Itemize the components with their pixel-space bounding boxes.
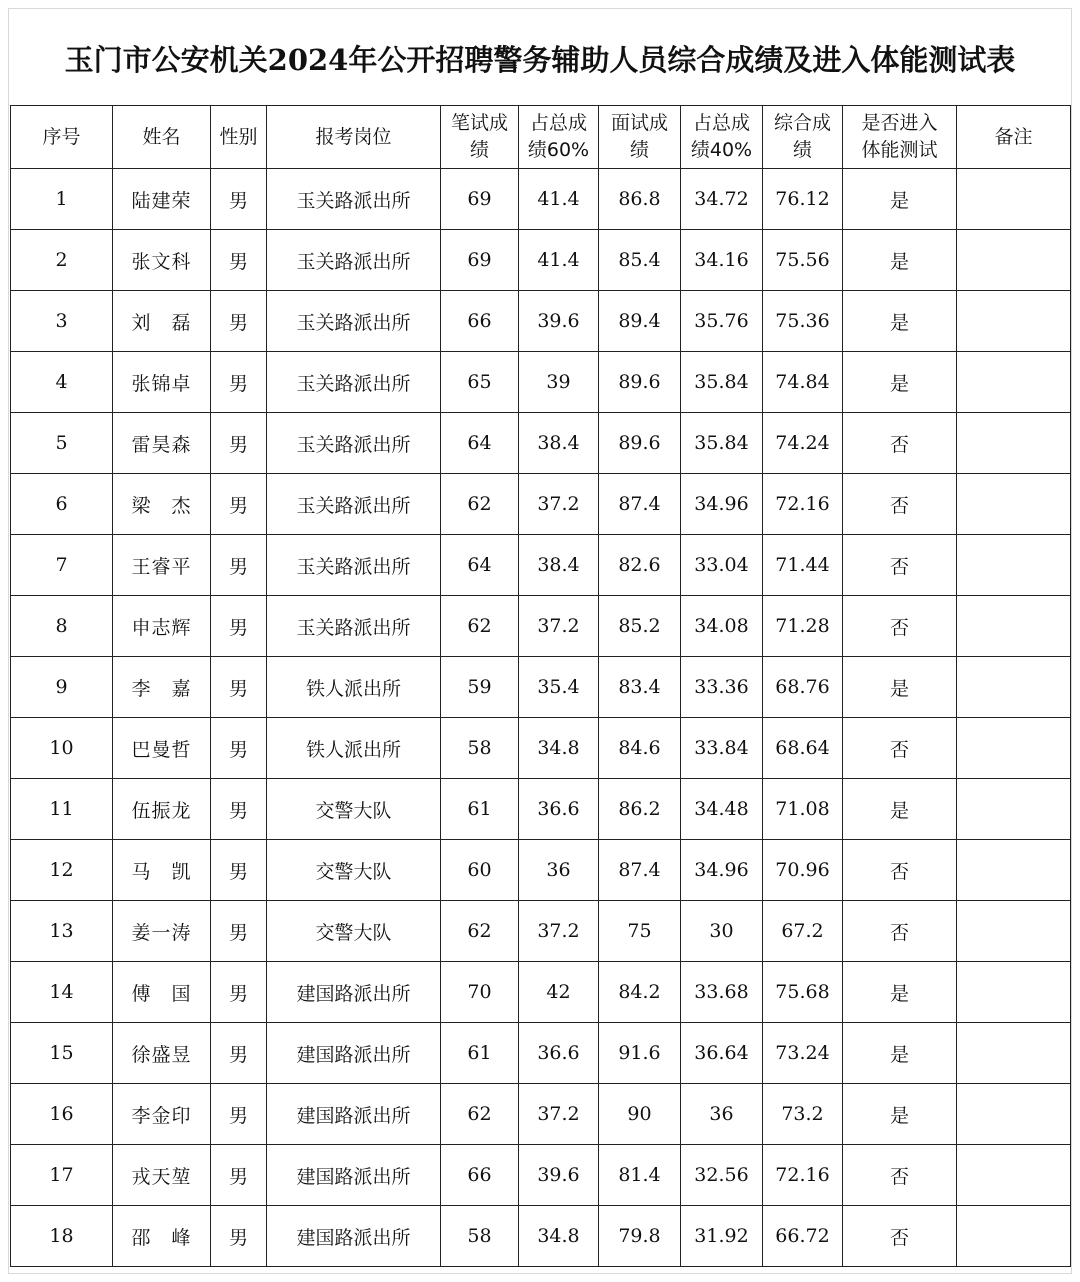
cell-written-60pct: 42 xyxy=(519,962,599,1023)
col-header-index-line1: 序号 xyxy=(42,125,81,148)
cell-gender: 男 xyxy=(211,1206,267,1267)
col-header-name xyxy=(113,106,211,169)
col-header-gender-line1: 性别 xyxy=(219,125,258,148)
cell-written-60pct: 36.6 xyxy=(519,779,599,840)
cell-interview-score: 89.4 xyxy=(599,291,681,352)
cell-gender: 男 xyxy=(211,291,267,352)
cell-written-60pct: 41.4 xyxy=(519,169,599,230)
table-row xyxy=(11,352,1071,413)
cell-position: 玉关路派出所 xyxy=(267,291,441,352)
cell-gender: 男 xyxy=(211,169,267,230)
cell-written-60pct: 35.4 xyxy=(519,657,599,718)
col-header-remarks-line1: 备注 xyxy=(994,125,1033,148)
cell-remarks xyxy=(957,169,1071,230)
cell-physical-test: 是 xyxy=(843,352,957,413)
cell-written-score: 62 xyxy=(441,474,519,535)
cell-position: 铁人派出所 xyxy=(267,657,441,718)
cell-interview-score: 87.4 xyxy=(599,474,681,535)
cell-interview-40pct: 34.96 xyxy=(681,840,763,901)
col-header-written-score-line1: 笔试成 xyxy=(450,112,508,134)
cell-position: 交警大队 xyxy=(267,779,441,840)
cell-remarks xyxy=(957,657,1071,718)
cell-physical-test: 否 xyxy=(843,474,957,535)
cell-written-score: 61 xyxy=(441,1023,519,1084)
cell-gender: 男 xyxy=(211,901,267,962)
cell-total-score: 76.12 xyxy=(763,169,843,230)
cell-interview-40pct: 34.48 xyxy=(681,779,763,840)
cell-total-score: 68.76 xyxy=(763,657,843,718)
cell-name: 姜一涛 xyxy=(113,901,211,962)
cell-gender: 男 xyxy=(211,535,267,596)
cell-physical-test: 否 xyxy=(843,718,957,779)
cell-remarks xyxy=(957,1206,1071,1267)
col-header-physical-test-line2: 体能测试 xyxy=(861,139,938,161)
col-header-remarks xyxy=(957,106,1071,169)
cell-written-score: 59 xyxy=(441,657,519,718)
cell-position: 玉关路派出所 xyxy=(267,413,441,474)
cell-written-score: 64 xyxy=(441,413,519,474)
col-header-written-60pct-line1: 占总成 xyxy=(529,112,587,134)
document-title: 玉门市公安机关2024年公开招聘警务辅助人员综合成绩及进入体能测试表 xyxy=(64,42,1016,77)
col-header-total-score-line1: 综合成 xyxy=(773,112,831,134)
cell-gender: 男 xyxy=(211,657,267,718)
col-header-total-score-line2: 绩 xyxy=(792,139,812,161)
cell-total-score: 72.16 xyxy=(763,1145,843,1206)
cell-physical-test: 否 xyxy=(843,840,957,901)
col-header-written-60pct-line2: 绩60% xyxy=(527,139,590,161)
cell-position: 建国路派出所 xyxy=(267,962,441,1023)
cell-remarks xyxy=(957,1145,1071,1206)
col-header-interview-score-line2: 绩 xyxy=(629,139,649,161)
col-header-gender xyxy=(211,106,267,169)
cell-interview-40pct: 33.04 xyxy=(681,535,763,596)
cell-interview-40pct: 33.84 xyxy=(681,718,763,779)
col-header-written-60pct xyxy=(519,106,599,169)
cell-gender: 男 xyxy=(211,779,267,840)
cell-name: 李金印 xyxy=(113,1084,211,1145)
table-row xyxy=(11,535,1071,596)
cell-written-60pct: 37.2 xyxy=(519,474,599,535)
cell-total-score: 70.96 xyxy=(763,840,843,901)
cell-gender: 男 xyxy=(211,596,267,657)
col-header-physical-test-line1: 是否进入 xyxy=(861,112,938,134)
cell-remarks xyxy=(957,291,1071,352)
table-row xyxy=(11,169,1071,230)
cell-total-score: 67.2 xyxy=(763,901,843,962)
cell-remarks xyxy=(957,1084,1071,1145)
cell-remarks xyxy=(957,352,1071,413)
col-header-total-score xyxy=(763,106,843,169)
cell-index: 16 xyxy=(11,1084,113,1145)
cell-position: 建国路派出所 xyxy=(267,1206,441,1267)
cell-gender: 男 xyxy=(211,1084,267,1145)
cell-position: 建国路派出所 xyxy=(267,1023,441,1084)
cell-position: 玉关路派出所 xyxy=(267,596,441,657)
cell-gender: 男 xyxy=(211,230,267,291)
table-row xyxy=(11,962,1071,1023)
cell-gender: 男 xyxy=(211,474,267,535)
cell-total-score: 73.24 xyxy=(763,1023,843,1084)
cell-position: 玉关路派出所 xyxy=(267,535,441,596)
col-header-interview-40pct xyxy=(681,106,763,169)
cell-total-score: 75.68 xyxy=(763,962,843,1023)
cell-interview-40pct: 36 xyxy=(681,1084,763,1145)
table-row xyxy=(11,657,1071,718)
cell-interview-40pct: 35.76 xyxy=(681,291,763,352)
cell-gender: 男 xyxy=(211,413,267,474)
cell-name: 陆建荣 xyxy=(113,169,211,230)
cell-index: 5 xyxy=(11,413,113,474)
cell-interview-40pct: 33.68 xyxy=(681,962,763,1023)
table-header-row xyxy=(11,106,1071,169)
table-row xyxy=(11,718,1071,779)
cell-physical-test: 是 xyxy=(843,291,957,352)
cell-remarks xyxy=(957,230,1071,291)
cell-written-score: 66 xyxy=(441,291,519,352)
col-header-interview-40pct-line1: 占总成 xyxy=(692,112,750,134)
cell-index: 4 xyxy=(11,352,113,413)
cell-remarks xyxy=(957,596,1071,657)
cell-physical-test: 否 xyxy=(843,901,957,962)
cell-total-score: 75.56 xyxy=(763,230,843,291)
cell-remarks xyxy=(957,718,1071,779)
cell-written-score: 61 xyxy=(441,779,519,840)
col-header-position-line1: 报考岗位 xyxy=(315,125,392,148)
cell-written-score: 69 xyxy=(441,169,519,230)
cell-position: 交警大队 xyxy=(267,901,441,962)
table-row xyxy=(11,779,1071,840)
cell-index: 9 xyxy=(11,657,113,718)
table-row xyxy=(11,1145,1071,1206)
cell-name: 伍振龙 xyxy=(113,779,211,840)
table-row xyxy=(11,291,1071,352)
cell-name: 张锦卓 xyxy=(113,352,211,413)
table-row xyxy=(11,1206,1071,1267)
cell-written-60pct: 34.8 xyxy=(519,718,599,779)
cell-written-score: 69 xyxy=(441,230,519,291)
cell-name: 徐盛昱 xyxy=(113,1023,211,1084)
cell-index: 11 xyxy=(11,779,113,840)
col-header-position xyxy=(267,106,441,169)
cell-interview-score: 86.2 xyxy=(599,779,681,840)
cell-total-score: 68.64 xyxy=(763,718,843,779)
cell-interview-score: 85.4 xyxy=(599,230,681,291)
table-row xyxy=(11,1084,1071,1145)
cell-name: 申志辉 xyxy=(113,596,211,657)
cell-physical-test: 是 xyxy=(843,962,957,1023)
table-row xyxy=(11,901,1071,962)
cell-written-score: 58 xyxy=(441,718,519,779)
cell-written-score: 62 xyxy=(441,596,519,657)
cell-interview-40pct: 34.08 xyxy=(681,596,763,657)
cell-written-60pct: 37.2 xyxy=(519,901,599,962)
table-row xyxy=(11,596,1071,657)
cell-interview-score: 90 xyxy=(599,1084,681,1145)
cell-index: 17 xyxy=(11,1145,113,1206)
cell-interview-score: 79.8 xyxy=(599,1206,681,1267)
cell-written-60pct: 37.2 xyxy=(519,596,599,657)
cell-written-score: 62 xyxy=(441,1084,519,1145)
cell-interview-40pct: 34.96 xyxy=(681,474,763,535)
cell-physical-test: 否 xyxy=(843,413,957,474)
cell-physical-test: 否 xyxy=(843,1145,957,1206)
cell-written-score: 65 xyxy=(441,352,519,413)
table-row xyxy=(11,230,1071,291)
cell-gender: 男 xyxy=(211,1145,267,1206)
cell-interview-score: 91.6 xyxy=(599,1023,681,1084)
cell-interview-score: 87.4 xyxy=(599,840,681,901)
cell-remarks xyxy=(957,1023,1071,1084)
table-row xyxy=(11,413,1071,474)
cell-name: 巴曼哲 xyxy=(113,718,211,779)
cell-interview-40pct: 32.56 xyxy=(681,1145,763,1206)
cell-total-score: 74.84 xyxy=(763,352,843,413)
cell-physical-test: 是 xyxy=(843,230,957,291)
cell-physical-test: 否 xyxy=(843,535,957,596)
col-header-name-line1: 姓名 xyxy=(142,125,181,148)
table-row xyxy=(11,474,1071,535)
cell-written-60pct: 36 xyxy=(519,840,599,901)
cell-remarks xyxy=(957,779,1071,840)
cell-index: 6 xyxy=(11,474,113,535)
cell-total-score: 72.16 xyxy=(763,474,843,535)
cell-interview-40pct: 35.84 xyxy=(681,352,763,413)
cell-index: 3 xyxy=(11,291,113,352)
cell-gender: 男 xyxy=(211,962,267,1023)
cell-index: 14 xyxy=(11,962,113,1023)
cell-interview-score: 85.2 xyxy=(599,596,681,657)
cell-interview-score: 89.6 xyxy=(599,352,681,413)
cell-written-60pct: 38.4 xyxy=(519,413,599,474)
score-table xyxy=(10,105,1071,1267)
cell-interview-score: 75 xyxy=(599,901,681,962)
cell-interview-score: 82.6 xyxy=(599,535,681,596)
cell-interview-score: 89.6 xyxy=(599,413,681,474)
cell-remarks xyxy=(957,840,1071,901)
cell-index: 1 xyxy=(11,169,113,230)
cell-interview-40pct: 30 xyxy=(681,901,763,962)
cell-remarks xyxy=(957,901,1071,962)
col-header-written-score xyxy=(441,106,519,169)
cell-physical-test: 是 xyxy=(843,657,957,718)
cell-index: 12 xyxy=(11,840,113,901)
cell-index: 13 xyxy=(11,901,113,962)
cell-index: 7 xyxy=(11,535,113,596)
cell-physical-test: 是 xyxy=(843,1023,957,1084)
cell-remarks xyxy=(957,962,1071,1023)
cell-interview-40pct: 34.16 xyxy=(681,230,763,291)
cell-gender: 男 xyxy=(211,718,267,779)
cell-name: 王睿平 xyxy=(113,535,211,596)
cell-remarks xyxy=(957,535,1071,596)
cell-written-60pct: 41.4 xyxy=(519,230,599,291)
cell-position: 铁人派出所 xyxy=(267,718,441,779)
cell-name: 马 凯 xyxy=(113,840,211,901)
cell-name: 傅 国 xyxy=(113,962,211,1023)
cell-position: 建国路派出所 xyxy=(267,1145,441,1206)
cell-written-score: 64 xyxy=(441,535,519,596)
cell-written-60pct: 39.6 xyxy=(519,291,599,352)
cell-total-score: 71.44 xyxy=(763,535,843,596)
cell-name: 梁 杰 xyxy=(113,474,211,535)
cell-position: 玉关路派出所 xyxy=(267,169,441,230)
col-header-index xyxy=(11,106,113,169)
cell-written-60pct: 36.6 xyxy=(519,1023,599,1084)
cell-physical-test: 否 xyxy=(843,1206,957,1267)
cell-physical-test: 是 xyxy=(843,779,957,840)
cell-position: 建国路派出所 xyxy=(267,1084,441,1145)
cell-remarks xyxy=(957,474,1071,535)
cell-physical-test: 是 xyxy=(843,1084,957,1145)
cell-index: 18 xyxy=(11,1206,113,1267)
cell-name: 邵 峰 xyxy=(113,1206,211,1267)
table-row xyxy=(11,1023,1071,1084)
cell-name: 刘 磊 xyxy=(113,291,211,352)
col-header-interview-score-line1: 面试成 xyxy=(610,112,668,134)
cell-name: 戎天堃 xyxy=(113,1145,211,1206)
cell-gender: 男 xyxy=(211,840,267,901)
cell-remarks xyxy=(957,413,1071,474)
cell-position: 玉关路派出所 xyxy=(267,474,441,535)
cell-total-score: 66.72 xyxy=(763,1206,843,1267)
cell-gender: 男 xyxy=(211,352,267,413)
cell-position: 玉关路派出所 xyxy=(267,352,441,413)
cell-index: 2 xyxy=(11,230,113,291)
cell-physical-test: 是 xyxy=(843,169,957,230)
cell-interview-score: 81.4 xyxy=(599,1145,681,1206)
cell-physical-test: 否 xyxy=(843,596,957,657)
col-header-interview-40pct-line2: 绩40% xyxy=(690,139,753,161)
cell-total-score: 71.28 xyxy=(763,596,843,657)
cell-written-score: 62 xyxy=(441,901,519,962)
cell-written-60pct: 38.4 xyxy=(519,535,599,596)
cell-written-score: 58 xyxy=(441,1206,519,1267)
cell-written-60pct: 39.6 xyxy=(519,1145,599,1206)
table-row xyxy=(11,840,1071,901)
cell-total-score: 71.08 xyxy=(763,779,843,840)
cell-total-score: 73.2 xyxy=(763,1084,843,1145)
cell-written-score: 70 xyxy=(441,962,519,1023)
cell-interview-40pct: 36.64 xyxy=(681,1023,763,1084)
cell-total-score: 75.36 xyxy=(763,291,843,352)
cell-interview-40pct: 34.72 xyxy=(681,169,763,230)
cell-written-score: 60 xyxy=(441,840,519,901)
cell-interview-40pct: 35.84 xyxy=(681,413,763,474)
col-header-written-score-line2: 绩 xyxy=(469,139,489,161)
cell-position: 交警大队 xyxy=(267,840,441,901)
cell-written-60pct: 37.2 xyxy=(519,1084,599,1145)
cell-written-score: 66 xyxy=(441,1145,519,1206)
cell-interview-score: 84.6 xyxy=(599,718,681,779)
cell-position: 玉关路派出所 xyxy=(267,230,441,291)
col-header-interview-score xyxy=(599,106,681,169)
cell-name: 雷昊森 xyxy=(113,413,211,474)
cell-written-60pct: 39 xyxy=(519,352,599,413)
cell-interview-40pct: 31.92 xyxy=(681,1206,763,1267)
cell-index: 10 xyxy=(11,718,113,779)
cell-total-score: 74.24 xyxy=(763,413,843,474)
cell-name: 张文科 xyxy=(113,230,211,291)
col-header-physical-test xyxy=(843,106,957,169)
cell-index: 15 xyxy=(11,1023,113,1084)
cell-interview-40pct: 33.36 xyxy=(681,657,763,718)
cell-gender: 男 xyxy=(211,1023,267,1084)
cell-interview-score: 84.2 xyxy=(599,962,681,1023)
cell-index: 8 xyxy=(11,596,113,657)
table-body xyxy=(11,169,1071,1267)
cell-interview-score: 83.4 xyxy=(599,657,681,718)
cell-interview-score: 86.8 xyxy=(599,169,681,230)
cell-name: 李 嘉 xyxy=(113,657,211,718)
cell-written-60pct: 34.8 xyxy=(519,1206,599,1267)
